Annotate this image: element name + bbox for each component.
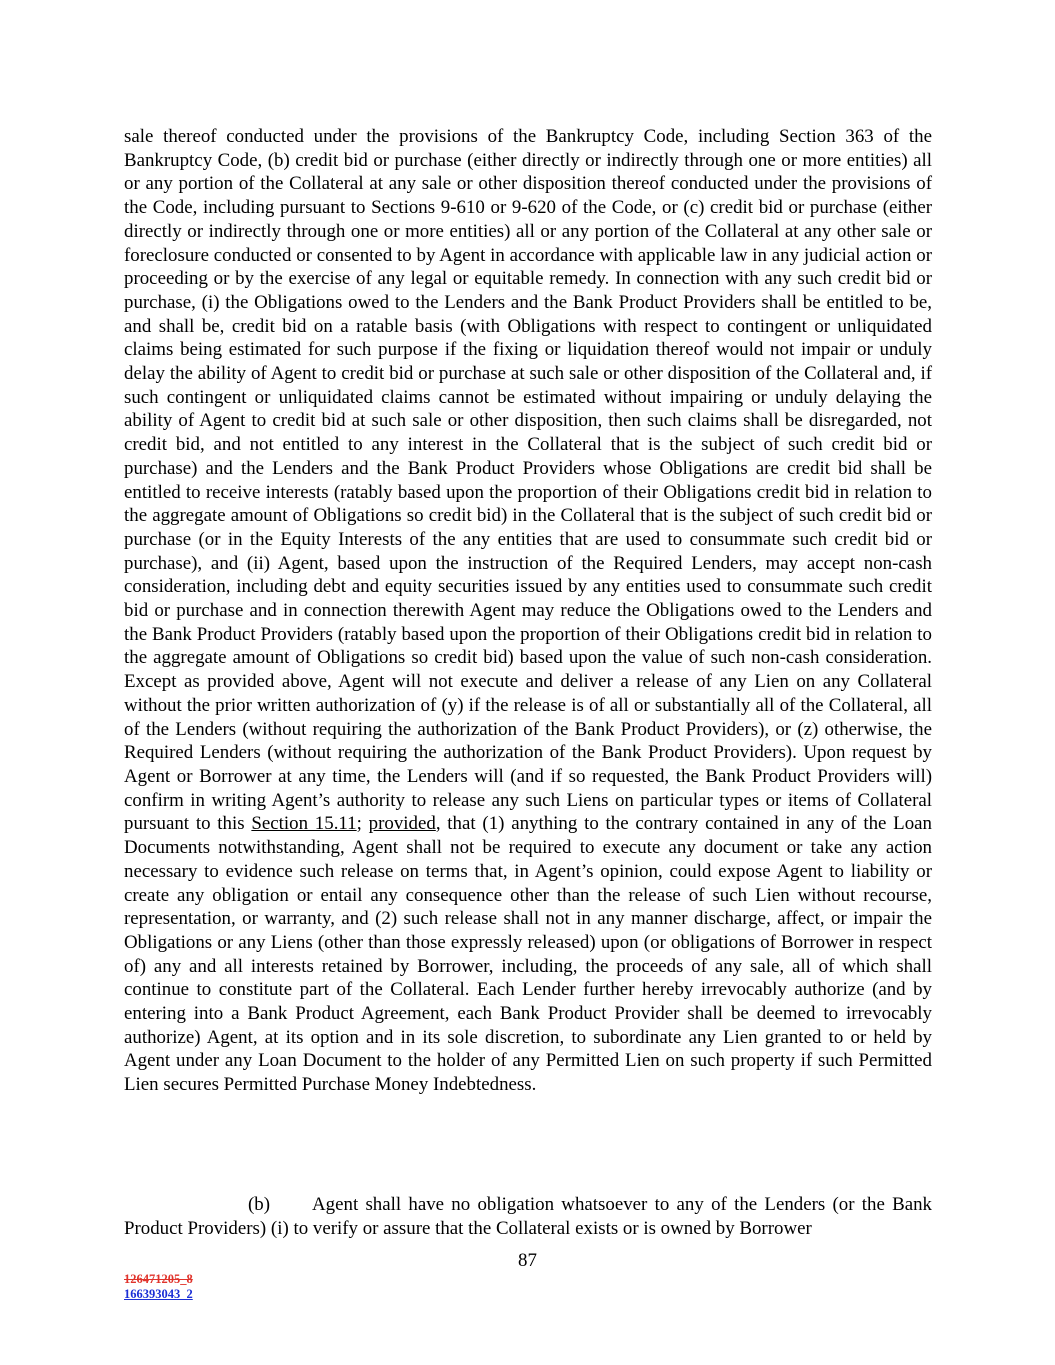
deleted-document-id: 126471205_8 — [124, 1272, 193, 1286]
body-text-part-2: , that (1) anything to the contrary contained in any of the Loan Documents notwithstanding, Agent shall not be required to execute any document or take any action necessary to evidence such release on terms that, in Agent’s opinion, could expose Agent to liability or create any obligation or entail any consequence other than the release of such Lien without recourse, representation, or warranty, and (2) such release shall not in any manner discharge, affect, or impair the Obligations or any Liens (other than those expressly released) upon (or obligations of Borrower in respect of) any and all interests retained by Borrower, including, the proceeds of any sale, all of which shall continue to constitute part of the Collateral. Each Lender further hereby irrevocably authorize (and by entering into a Bank Product Agreement, each Bank Product Provider shall be deemed to irrevocably authorize) Agent, at its option and in its sole discretion, to subordinate any Lien granted to or held by Agent under any Loan Document to the holder of any Permitted Lien on such property if such Permitted Lien secures Permitted Purchase Money Indebtedness. — [124, 813, 933, 1096]
paragraph-b — [124, 1193, 932, 1240]
paragraph-b-label: (b) — [248, 1194, 271, 1215]
separator: ; — [356, 813, 369, 835]
section-reference: Section 15.11 — [251, 813, 357, 835]
paragraph-b-text: Agent shall have no obligation whatsoever to any of the Lenders (or the Bank Product Providers) (i) to verify or assure that the Collateral exists or is owned by Borrower — [124, 1194, 932, 1239]
body-paragraph — [124, 125, 932, 1097]
page-number: 87 — [518, 1250, 537, 1271]
document-ids — [124, 1272, 193, 1302]
provided-term: provided — [368, 813, 436, 835]
inserted-document-id: 166393043_2 — [124, 1287, 193, 1301]
body-text-part-1: sale thereof conducted under the provisions of the Bankruptcy Code, including Section 363 of the Bankruptcy Code, (b) credit bid or purchase (either directly or indirectly through one or more entities) all or any portion of the Collateral at any sale or other disposition thereof conducted under the provisions of the Code, including pursuant to Sections 9-610 or 9-620 of the Code, or (c) credit bid or purchase (either directly or indirectly through one or more entities) all or any portion of the Collateral at any other sale or foreclosure conducted or consented to by Agent in accordance with applicable law in any judicial action or proceeding or by the exercise of any legal or equitable remedy. In connection with any such credit bid or purchase, (i) the Obligations owed to the Lenders and the Bank Product Providers shall be entitled to be, and shall be, credit bid on a ratable basis (with Obligations with respect to contingent or unliquidated claims being estimated for such purpose if the fixing or liquidation thereof would not impair or unduly delay the ability of Agent to credit bid or purchase at such sale or other disposition of the Collateral and, if such contingent or unliquidated claims cannot be estimated without impairing or unduly delaying the ability of Agent to credit bid at such sale or other disposition, then such claims shall be disregarded, not credit bid, and not entitled to any interest in the Collateral that is the subject of such credit bid or purchase) and the Lenders and the Bank Product Providers whose Obligations are credit bid shall be entitled to receive interests (ratably based upon the proportion of their Obligations credit bid in relation to the aggregate amount of Obligations so credit bid) in the Collateral that is the subject of such credit bid or purchase (or in the Equity Interests of the any entities that are used to consummate such credit bid or purchase), and (ii) Agent, based upon the instruction of the Required Lenders, may accept non-cash consideration, including debt and equity securities issued by any entities used to consummate such credit bid or purchase and in connection therewith Agent may reduce the Obligations owed to the Lenders and the Bank Product Providers (ratably based upon the proportion of their Obligations credit bid in relation to the aggregate amount of Obligations so credit bid) based upon the value of such non-cash consideration. Except as provided above, Agent will not execute and deliver a release of any Lien on any Collateral without the prior written authorization of (y) if the release is of all or substantially all of the Collateral, all of the Lenders (without requiring the authorization of the Bank Product Providers), or (z) otherwise, the Required Lenders (without requiring the authorization of the Bank Product Providers). Upon request by Agent or Borrower at any time, the Lenders will (and if so requested, the Bank Product Providers will) confirm in writing Agent’s authority to release any such Liens on particular types or items of Collateral pursuant to this — [124, 126, 932, 835]
